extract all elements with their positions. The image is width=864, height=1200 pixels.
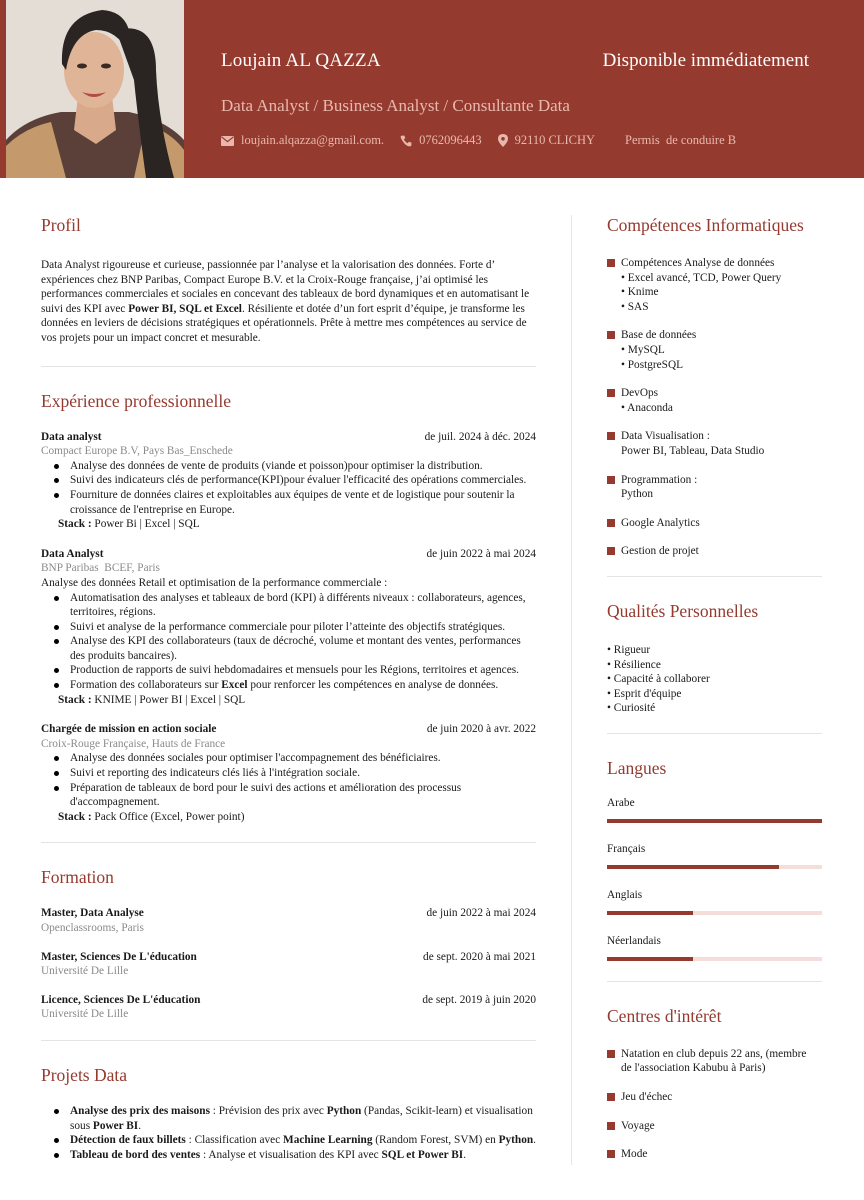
language-item	[607, 935, 822, 961]
job-title: Chargée de mission en action sociale	[41, 723, 217, 736]
job-bullet: Fourniture de données claires et exploitables aux équipes de vente et de logistique pour soutenir la croissance de l'entreprise en Europe.	[70, 488, 536, 517]
job-bullet: Analyse des KPI des collaborateurs (taux de décroché, volume et montant des ventes, performances des produits bancaires).	[70, 634, 536, 663]
school-name: Université De Lille	[41, 1008, 129, 1021]
job-bullets	[41, 459, 536, 517]
job-title: Data Analyst / Business Analyst / Consultante Data	[221, 96, 570, 115]
projects-list	[41, 1104, 536, 1162]
degree-dates: de juin 2022 à mai 2024	[426, 907, 536, 920]
language-level-fill	[607, 911, 693, 915]
interests-heading: Centres d'intérêt	[607, 1005, 722, 1026]
map-pin-icon	[498, 134, 508, 147]
degree-dates: de sept. 2019 à juin 2020	[422, 993, 536, 1006]
job-title: Data Analyst	[41, 547, 104, 560]
skill-group: Data Visualisation : Power BI, Tableau, Data Studio	[607, 429, 822, 458]
job-bullet: Formation des collaborateurs sur Excel pour renforcer les compétences en analyse de données.	[70, 678, 536, 693]
degree-title: Licence, Sciences De L'éducation	[41, 993, 201, 1006]
degree-title: Master, Data Analyse	[41, 907, 144, 920]
project-item: Tableau de bord des ventes : Analyse et visualisation des KPI avec SQL et Power BI.	[70, 1148, 536, 1163]
language-name: Anglais	[607, 888, 643, 901]
section-divider	[41, 842, 536, 843]
contact-location	[498, 133, 595, 148]
interest-item: Jeu d'échec	[607, 1090, 822, 1105]
job-entry	[41, 547, 536, 708]
language-bar	[607, 957, 822, 961]
phone-icon	[400, 135, 412, 147]
job-dates: de juin 2022 à mai 2024	[426, 547, 536, 560]
skills-heading: Compétences Informatiques	[607, 215, 804, 235]
qualities-heading: Qualités Personnelles	[607, 600, 759, 621]
job-bullet: Analyse des données de vente de produits (viande et poisson)pour optimiser la distribution.	[70, 459, 536, 474]
section-divider	[41, 1040, 536, 1041]
email-text: loujain.alqazza@gmail.com.	[241, 133, 385, 147]
language-bar	[607, 819, 822, 823]
quality-item: • Capacité à collaborer	[607, 673, 710, 686]
interest-item: Natation en club depuis 22 ans, (membre de l'association Kabubu à Paris)	[607, 1047, 822, 1076]
section-divider	[41, 366, 536, 367]
job-company: Compact Europe B.V, Pays Bas_Enschede	[41, 445, 233, 458]
skill-group: Base de données • MySQL • PostgreSQL	[607, 328, 822, 372]
skill-group: Compétences Analyse de données • Excel avancé, TCD, Power Query • Knime • SAS	[607, 256, 822, 314]
availability-status: Disponible immédiatement	[602, 50, 809, 71]
school-name: Openclassrooms, Paris	[41, 922, 144, 934]
skill-group: Gestion de projet	[607, 544, 822, 559]
language-bar	[607, 865, 822, 869]
qualities-list	[607, 643, 822, 716]
contact-email[interactable]	[221, 133, 384, 148]
skills-list	[607, 256, 822, 559]
interest-item: Mode	[607, 1147, 822, 1162]
envelope-icon	[221, 136, 234, 146]
job-title: Data analyst	[41, 430, 102, 443]
job-entry	[41, 722, 536, 824]
profile-heading: Profil	[41, 215, 81, 235]
job-bullets	[41, 751, 536, 809]
job-entry	[41, 430, 536, 532]
quality-item: • Esprit d'équipe	[607, 687, 682, 700]
license-text: Permis de conduire B	[625, 133, 737, 147]
job-company: Croix-Rouge Française, Hauts de France	[41, 737, 226, 750]
job-bullet: Suivi et analyse de la performance commerciale pour piloter l’atteinte des objectifs stratégiques.	[70, 620, 536, 635]
experience-heading: Expérience professionnelle	[41, 390, 231, 411]
education-heading: Formation	[41, 867, 114, 888]
job-stack: Stack : Power Bi | Excel | SQL	[58, 518, 200, 531]
location-text: 92110 CLICHY	[514, 133, 596, 147]
job-stack: Stack : KNIME | Power BI | Excel | SQL	[58, 693, 246, 706]
job-dates: de juil. 2024 à déc. 2024	[424, 430, 536, 443]
language-bar	[607, 911, 822, 915]
education-entry	[41, 993, 536, 1022]
quality-item: • Rigueur	[607, 643, 651, 656]
profile-photo	[6, 0, 184, 178]
job-dates: de juin 2020 à avr. 2022	[426, 723, 536, 736]
contact-row	[221, 133, 752, 148]
quality-item: • Résilience	[607, 658, 661, 671]
profile-text: Data Analyst rigoureuse et curieuse, passionnée par l’analyse et la valorisation des données. Forte d’ expériences chez BNP Paribas, Compact Europe B.V. et la Croix-Rouge française, j’ai optimisé les performances commerciales et sociales en concevant des tableaux de bord dynamiques et en automatisant le suivi des KPI avec Power BI, SQL et Excel. Résiliente et dotée d’un fort esprit d’équipe, je transforme les données en leviers de décisions stratégiques et opérationnels. Prête à mettre mes compétences au service de vos projets pour un impact concret et mesurable.	[41, 259, 530, 344]
education-entry	[41, 906, 536, 935]
section-divider	[607, 981, 822, 982]
language-level-fill	[607, 865, 779, 869]
language-item	[607, 889, 822, 915]
job-bullet: Préparation de tableaux de bord pour le suivi des actions et amélioration des processus d'accompagnement.	[70, 781, 536, 810]
project-item: Détection de faux billets : Classification avec Machine Learning (Random Forest, SVM) en Python.	[70, 1134, 536, 1147]
portrait-illustration	[6, 0, 184, 178]
language-name: Néerlandais	[607, 934, 661, 947]
job-company: BNP Paribas BCEF, Paris	[41, 562, 160, 575]
job-stack: Stack : Pack Office (Excel, Power point)	[58, 810, 245, 823]
language-name: Français	[607, 842, 646, 855]
degree-dates: de sept. 2020 à mai 2021	[423, 950, 536, 963]
job-bullets	[41, 591, 536, 693]
candidate-name: Loujain AL QAZZA	[221, 50, 381, 71]
skill-group: Google Analytics	[607, 516, 822, 531]
job-bullet: Production de rapports de suivi hebdomadaires et mensuels pour les Régions, territoires et agences.	[70, 663, 536, 678]
language-level-fill	[607, 819, 822, 823]
degree-title: Master, Sciences De L'éducation	[41, 950, 197, 963]
skill-group: DevOps • Anaconda	[607, 386, 822, 415]
section-divider	[607, 733, 822, 734]
school-name: Université De Lille	[41, 965, 129, 978]
education-entry	[41, 950, 536, 979]
job-bullet: Analyse des données sociales pour optimiser l'accompagnement des bénéficiaires.	[70, 751, 536, 766]
contact-license	[625, 133, 736, 148]
languages-heading: Langues	[607, 757, 667, 778]
job-bullet: Suivi et reporting des indicateurs clés liés à l'intégration sociale.	[70, 766, 536, 781]
main-column	[41, 215, 536, 1162]
projects-heading: Projets Data	[41, 1064, 128, 1085]
languages-list	[607, 797, 822, 961]
job-bullet: Suivi des indicateurs clés de performance(KPI)pour évaluer l'efficacité des opérations commerciales.	[70, 473, 536, 488]
section-divider	[607, 576, 822, 577]
sidebar-column	[607, 215, 822, 1162]
job-intro: Analyse des données Retail et optimisation de la performance commerciale :	[41, 576, 388, 589]
interests-list	[607, 1047, 822, 1162]
contact-phone[interactable]	[400, 133, 482, 148]
phone-text: 0762096443	[419, 133, 482, 147]
skill-group: Programmation : Python	[607, 473, 822, 502]
project-item: Analyse des prix des maisons : Prévision des prix avec Python (Pandas, Scikit-learn) et visualisation sous Power BI.	[70, 1104, 536, 1133]
language-name: Arabe	[607, 796, 635, 809]
column-divider	[571, 215, 572, 1165]
language-item	[607, 843, 822, 869]
interest-item: Voyage	[607, 1119, 822, 1134]
language-item	[607, 797, 822, 823]
quality-item: • Curiosité	[607, 702, 656, 715]
job-bullet: Automatisation des analyses et tableaux de bord (KPI) à différents niveaux : collaborateurs, agences, territoires, régions.	[70, 591, 536, 620]
header-banner	[0, 0, 864, 178]
language-level-fill	[607, 957, 693, 961]
